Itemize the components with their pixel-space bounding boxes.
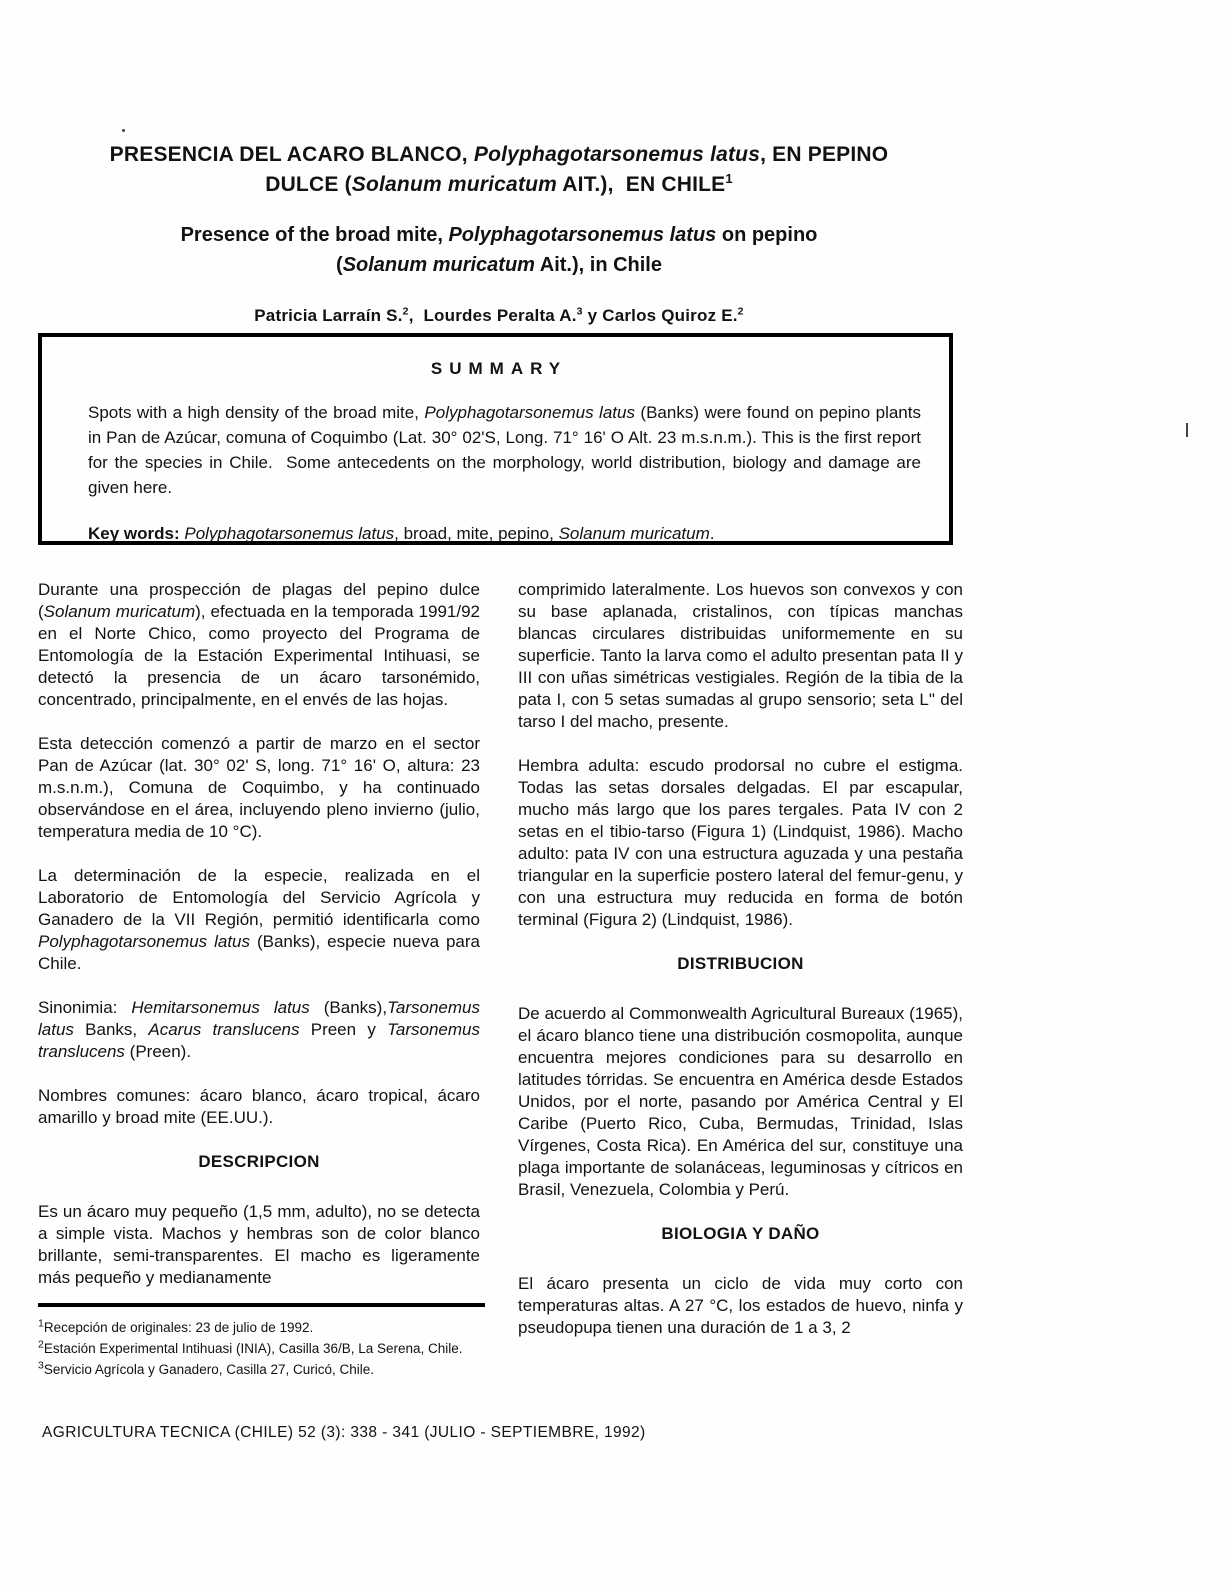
text-segment: Tarsonemus latus xyxy=(38,998,480,1039)
right-column xyxy=(518,579,963,1361)
text-segment: DULCE ( xyxy=(265,173,352,196)
text-segment: Solanum muricatum xyxy=(342,254,535,276)
text-segment: , EN PEPINO xyxy=(760,143,889,166)
title-english xyxy=(38,220,960,280)
text-segment: Durante una prospección de plagas del pepino dulce ( xyxy=(38,580,480,621)
text-segment: . xyxy=(709,524,715,543)
text-segment: Polyphagotarsonemus latus xyxy=(184,524,395,543)
body-paragraph xyxy=(518,1003,963,1201)
text-segment: Estación Experimental Intihuasi (INIA), Casilla 36/B, La Serena, Chile. xyxy=(43,1341,463,1356)
text-segment: , Lourdes Peralta A. xyxy=(408,306,577,325)
text-segment: Solanum muricatum xyxy=(558,524,710,543)
summary-box xyxy=(38,333,953,545)
left-column xyxy=(38,579,480,1311)
title-spanish xyxy=(38,140,960,200)
text-segment: Esta detección comenzó a partir de marzo en el sector Pan de Azúcar (lat. 30° 02' S, long. 71° 16' O, altura: 23 m.s.n.m.), Comuna de Coquimbo, y ha continuado observándose en el área, incluyendo pleno invierno (julio, temperatura media de 10 °C). xyxy=(38,734,480,841)
summary-heading: SUMMARY xyxy=(430,359,568,378)
text-segment: Ait.), in Chile xyxy=(534,254,662,276)
footnote-affiliation-sag xyxy=(38,1359,488,1380)
body-paragraph xyxy=(38,865,480,975)
text-segment: Polyphagotarsonemus latus xyxy=(424,403,635,422)
text-segment: 2 xyxy=(737,305,744,318)
footnote-divider xyxy=(38,1303,485,1307)
paper-header xyxy=(38,140,960,326)
text-segment: DISTRIBUCION xyxy=(677,954,804,973)
text-segment: comprimido lateralmente. Los huevos son convexos y con su base aplanada, cristalinos, con típicas manchas blancas circulares distribuidas uniformemente en su superficie. Tanto la larva como el adulto presentan pata II y III con uñas simétricas vestigiales. Región de la tibia de la pata I, con 5 setas sumadas al grupo sensorio; seta L" del tarso I del macho, presente. xyxy=(518,580,963,731)
text-segment: Spots with a high density of the broad mite, xyxy=(88,403,425,422)
section-heading xyxy=(518,1223,963,1245)
text-segment: Sinonimia: xyxy=(38,998,132,1017)
text-segment: 1 xyxy=(38,1317,44,1330)
footnotes xyxy=(38,1317,488,1380)
body-paragraph xyxy=(38,579,480,711)
text-segment: 3 xyxy=(38,1359,44,1372)
text-segment: Acarus translucens xyxy=(148,1020,300,1039)
scan-speck xyxy=(1186,423,1188,437)
text-segment: La determinación de la especie, realizada en el Laboratorio de Entomología del Servicio Agrícola y Ganadero de la VII Región, permitió identificarla como xyxy=(38,866,480,929)
text-segment: Polyphagotarsonemus latus xyxy=(448,224,717,246)
body-paragraph xyxy=(38,1201,480,1289)
text-segment: Tarsonemus translucens xyxy=(38,1020,480,1061)
text-segment: (Banks) were found on pepino plants in Pan de Azúcar, comuna of Coquimbo (Lat. 30° 02'S, Long. 71° 16' O Alt. 23 m.s.n.m.). This is the first report for the species in Chile. Some antecedents on the morphology, world distribution, biology and damage are given here. xyxy=(88,403,921,497)
text-segment: Banks, xyxy=(73,1020,149,1039)
text-segment: El ácaro presenta un ciclo de vida muy corto con temperaturas altas. A 27 °C, los estados de huevo, ninfa y pseudopupa tienen una duración de 1 a 3, 2 xyxy=(518,1274,963,1337)
text-segment: ( xyxy=(336,254,343,276)
summary-abstract xyxy=(88,400,921,500)
text-segment: Polyphagotarsonemus latus xyxy=(473,143,761,166)
text-segment: PRESENCIA DEL ACARO BLANCO, xyxy=(109,143,474,166)
text-segment: (Banks), especie nueva para Chile. xyxy=(38,932,481,973)
body-paragraph xyxy=(518,755,963,931)
text-segment: 1 xyxy=(725,171,733,186)
text-segment: BIOLOGIA Y DAÑO xyxy=(661,1224,820,1243)
text-segment: (Banks), xyxy=(309,998,388,1017)
body-paragraph xyxy=(38,1085,480,1129)
text-segment: on pepino xyxy=(716,224,818,246)
body-paragraph xyxy=(38,997,480,1063)
text-segment: Hembra adulta: escudo prodorsal no cubre el estigma. Todas las setas dorsales delgadas. El par escapular, mucho más largo que los pares tergales. Pata IV con 2 setas en el tibio-tarso (Figura 1) (Lindquist, 1986). Macho adulto: pata IV con una estructura aguzada y una pestaña triangular en la superficie postero lateral del femur-genu, y con una estructura muy reducida en forma de botón terminal (Figura 2) (Lindquist, 1986). xyxy=(518,756,963,929)
text-segment: y Carlos Quiroz E. xyxy=(582,306,738,325)
text-segment: AIT.), EN CHILE xyxy=(557,173,726,196)
text-segment: , broad, mite, pepino, xyxy=(394,524,559,543)
footnote-affiliation-inia xyxy=(38,1338,488,1359)
text-segment: Hemitarsonemus latus xyxy=(131,998,310,1017)
text-segment: De acuerdo al Commonwealth Agricultural Bureaux (1965), el ácaro blanco tiene una distribución cosmopolita, aunque encuentra mejores condiciones para su desarrollo en latitudes tórridas. Se encuentra en América desde Estados Unidos, por el norte, pasando por América Central y El Caribe (Puerto Rico, Cuba, Bermudas, Trinidad, Islas Vírgenes, Costa Rica). En América del sur, constituye una plaga importante de solanáceas, leguminosas y cítricos en Brasil, Venezuela, Colombia y Perú. xyxy=(518,1004,963,1199)
summary-keywords xyxy=(88,524,921,544)
body-paragraph xyxy=(518,579,963,733)
text-segment: 2 xyxy=(38,1338,44,1351)
journal-citation: AGRICULTURA TECNICA (CHILE) 52 (3): 338 - 341 (JULIO - SEPTIEMBRE, 1992) xyxy=(42,1424,646,1441)
text-segment: ), efectuada en la temporada 1991/92 en el Norte Chico, como proyecto del Programa de Entomología de la Estación Experimental Intihuasi, se detectó la presencia de un ácaro tarsonémido, concentrado, principalmente, en el envés de las hojas. xyxy=(38,602,480,709)
text-segment: Nombres comunes: ácaro blanco, ácaro tropical, ácaro amarillo y broad mite (EE.UU.). xyxy=(38,1086,480,1127)
text-segment: (Preen). xyxy=(124,1042,192,1061)
text-segment: 2 xyxy=(402,305,409,318)
footnote-reception xyxy=(38,1317,488,1338)
text-segment: Key words: xyxy=(88,524,185,543)
text-segment: Es un ácaro muy pequeño (1,5 mm, adulto), no se detecta a simple vista. Machos y hembras son de color blanco brillante, semi-transparentes. El macho es ligeramente más pequeño y medianamente xyxy=(38,1202,480,1287)
section-heading xyxy=(38,1151,480,1173)
section-heading xyxy=(518,953,963,975)
text-segment: Solanum muricatum xyxy=(43,602,196,621)
text-segment: Polyphagotarsonemus latus xyxy=(38,932,251,951)
text-segment: 3 xyxy=(576,305,583,318)
text-segment: Patricia Larraín S. xyxy=(254,306,403,325)
text-segment: Servicio Agrícola y Ganadero, Casilla 27, Curicó, Chile. xyxy=(43,1362,375,1377)
text-segment: Presence of the broad mite, xyxy=(180,224,449,246)
text-segment: Preen y xyxy=(299,1020,388,1039)
authors-line xyxy=(38,306,960,326)
body-paragraph xyxy=(38,733,480,843)
text-segment: Solanum muricatum xyxy=(351,173,558,196)
text-segment: Recepción de originales: 23 de julio de 1992. xyxy=(43,1320,314,1335)
text-segment: DESCRIPCION xyxy=(198,1152,320,1171)
scan-speck xyxy=(122,129,125,132)
body-paragraph xyxy=(518,1273,963,1339)
